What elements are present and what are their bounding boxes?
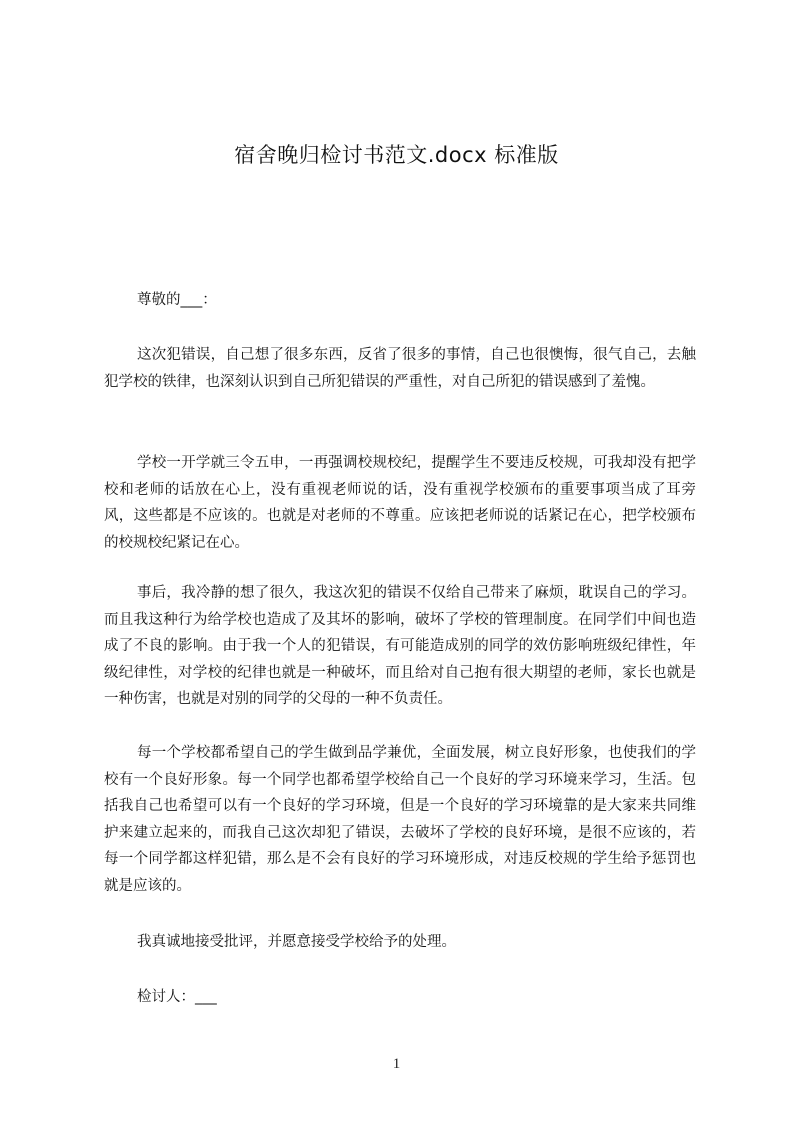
paragraph-1: 这次犯错误，自己想了很多东西，反省了很多的事情，自己也很懊悔，很气自己，去触犯学校的铁律，也深刻认识到自己所犯错误的严重性，对自己所犯的错误感到了羞愧。 (104, 347, 696, 390)
signature-line: 检讨人：___ (137, 989, 217, 1005)
paragraph-2: 学校一开学就三令五申，一再强调校规校纪，提醒学生不要违反校规，可我却没有把学校和老师的话放在心上，没有重视老师说的话，没有重视学校颁布的重要事项当成了耳旁风，这些都是不应该的。也就是对老师的不尊重。应该把老师说的话紧记在心，把学校颁布的校规校纪紧记在心。 (104, 455, 696, 551)
salutation: 尊敬的___： (137, 292, 217, 308)
paragraph-3: 事后，我冷静的想了很久，我这次犯的错误不仅给自己带来了麻烦，耽误自己的学习。而且我这种行为给学校也造成了及其坏的影响，破坏了学校的管理制度。在同学们中间也造成了不良的影响。由于我一个人的犯错误，有可能造成别的同学的效仿影响班级纪律性，年级纪律性，对学校的纪律也就是一种破坏，而且给对自己抱有很大期望的老师，家长也就是一种伤害，也就是对别的同学的父母的一种不负责任。 (104, 585, 696, 707)
document-title: 宿舍晚归检讨书范文.docx 标准版 (234, 143, 559, 167)
paragraph-4: 每一个学校都希望自己的学生做到品学兼优，全面发展，树立良好形象，也使我们的学校有一个良好形象。每一个同学也都希望学校给自己一个良好的学习环境来学习，生活。包括我自己也希望可以有一个良好的学习环境，但是一个良好的学习环境靠的是大家来共同维护来建立起来的，而我自己这次却犯了错误，去破坏了学校的良好环境，是很不应该的，若每一个同学都这样犯错，那么是不会有良好的学习环境形成，对违反校规的学生给予惩罚也就是应该的。 (104, 745, 696, 894)
page-number: 1 (392, 1056, 401, 1072)
paragraph-5: 我真诚地接受批评，并愿意接受学校给予的处理。 (137, 934, 456, 950)
